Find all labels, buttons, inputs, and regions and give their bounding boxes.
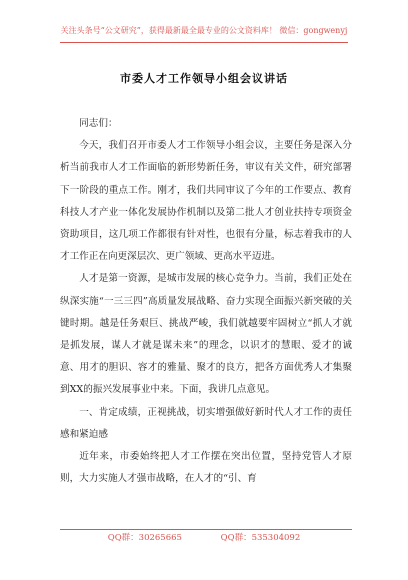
footer-qq-group-1: QQ群：30265665	[107, 533, 182, 543]
paragraph: 近年来，市委始终把人才工作摆在突出位置，坚持党管人才原则，大力实施人才强市战略，在人才的“引、育	[60, 451, 352, 485]
page-footer	[0, 531, 408, 543]
header-divider	[60, 42, 348, 43]
salutation: 同志们：	[79, 118, 118, 129]
page-header-promo: 关注头条号“公文研究”，获得最新最全最专业的公文资料库！ 微信：gongwenyj	[60, 26, 348, 35]
footer-qq-group-2: QQ群：535304092	[220, 533, 301, 543]
document-body	[60, 113, 352, 490]
section-heading: 一、肯定成绩，正视挑战，切实增强做好新时代人才工作的责任感和紧迫感	[60, 406, 352, 440]
paragraph: 今天，我们召开市委人才工作领导小组会议，主要任务是深入分析当前我市人才工作面临的新形势新任务，审议有关文件，研究部署下一阶段的重点工作。刚才，我们共同审议了今年的工作要点、教育科技人才产业一体化发展协作机制以及第二批人才创业扶持专项资金资助项目，这几项工作都很有针对性，也很有分量，标志着我市的人才工作正在向更深层次、更广领域、更高水平迈进。	[60, 140, 352, 263]
paragraph: 人才是第一资源，是城市发展的核心竞争力。当前，我们正处在纵深实施“一三三四”高质量发展战略、奋力实现全面振兴新突破的关键时期。越是任务艰巨、挑战严峻，我们就越要牢固树立“抓人才就是抓发展，谋人才就是谋未来”的理念，以识才的慧眼、爱才的诚意、用才的胆识、容才的雅量、聚才的良方，把各方面优秀人才集聚到XX的振兴发展事业中来。下面，我讲几点意见。	[60, 273, 352, 396]
document-title: 市委人才工作领导小组会议讲话	[120, 72, 288, 85]
footer-divider	[60, 529, 352, 530]
